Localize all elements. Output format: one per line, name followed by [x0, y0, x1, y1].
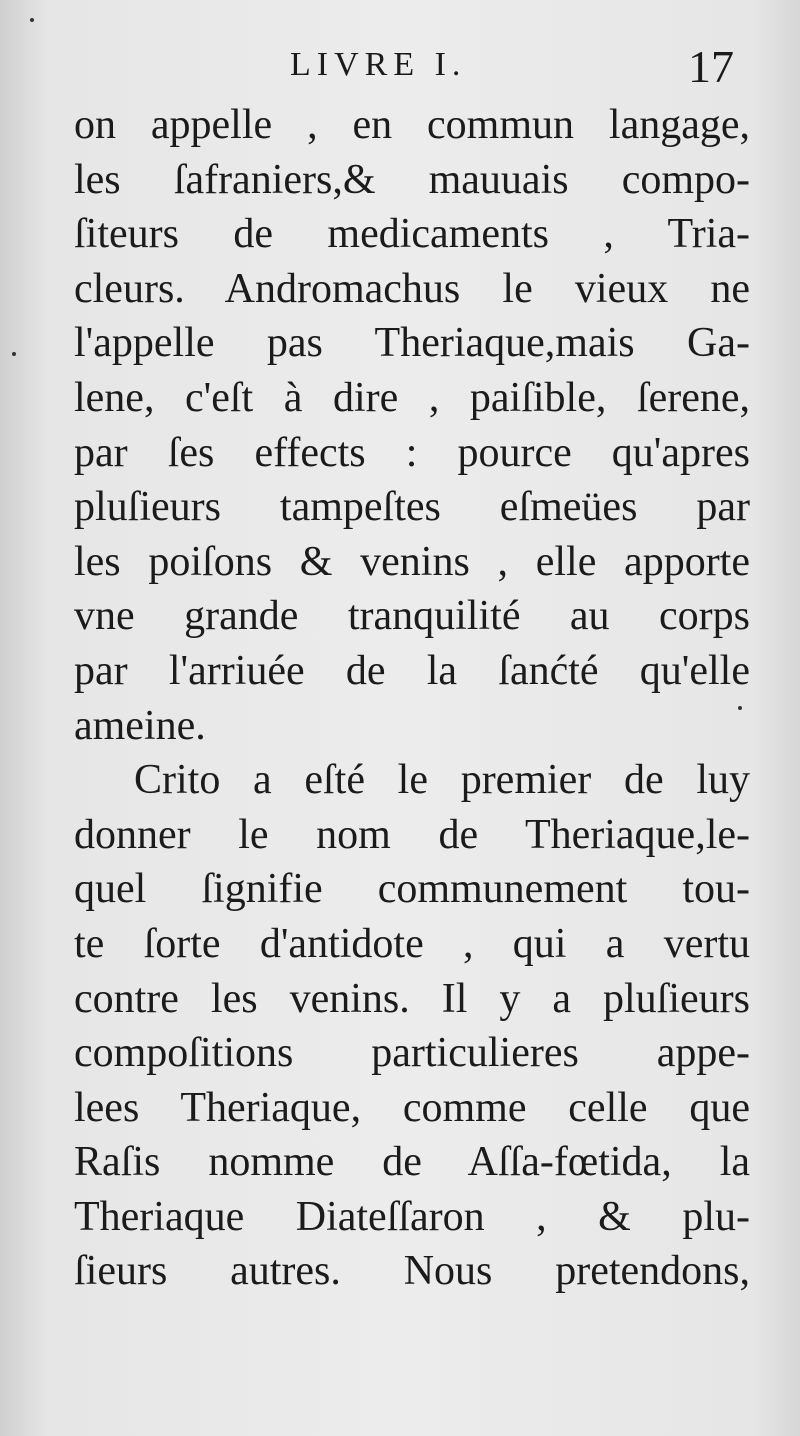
text-line: donner le nom de Theriaque,le-: [74, 811, 750, 858]
text-line: Theriaque Diateſſaron , & plu-: [74, 1193, 750, 1240]
text-line: lene, c'eſt à dire , paiſible, ſerene,: [74, 374, 750, 421]
text-line: les ſafraniers,& mauuais compo-: [74, 156, 750, 203]
text-line: par l'arriuée de la ſanćté qu'elle: [74, 647, 750, 694]
text-line: lees Theriaque, comme celle que: [74, 1084, 750, 1131]
text-line: cleurs. Andromachus le vieux ne: [74, 265, 750, 312]
text-line: contre les venins. Il y a pluſieurs: [74, 975, 750, 1022]
paragraph-end-line: ameine.: [74, 702, 206, 749]
text-line: par ſes effects : pource qu'apres: [74, 429, 750, 476]
text-line: vne grande tranquilité au corps: [74, 593, 750, 640]
text-line: ſiteurs de medicaments , Tria-: [74, 211, 750, 258]
body-text: [74, 98, 750, 1299]
text-line: ſieurs autres. Nous pretendons,: [74, 1248, 750, 1295]
ink-speck: [738, 706, 742, 710]
page-header: [0, 40, 800, 100]
text-line: l'appelle pas Theriaque,mais Ga-: [74, 320, 750, 367]
ink-speck: [30, 18, 34, 22]
running-head: LIVRE I.: [290, 46, 467, 83]
text-line: Raſis nomme de Aſſa-fœtida, la: [74, 1139, 750, 1186]
paragraph-start-line: Crito a eſté le premier de luy: [134, 757, 750, 804]
text-line: on appelle , en commun langage,: [74, 102, 750, 148]
text-line: te ſorte d'antidote , qui a vertu: [74, 920, 750, 967]
text-line: les poiſons & venins , elle apporte: [74, 538, 750, 585]
ink-speck: [12, 352, 16, 356]
page-number: 17: [688, 41, 734, 92]
text-line: quel ſignifie communement tou-: [74, 866, 750, 913]
text-line: pluſieurs tampeſtes eſmeües par: [74, 484, 750, 531]
text-line: compoſitions particulieres appe-: [74, 1030, 750, 1077]
